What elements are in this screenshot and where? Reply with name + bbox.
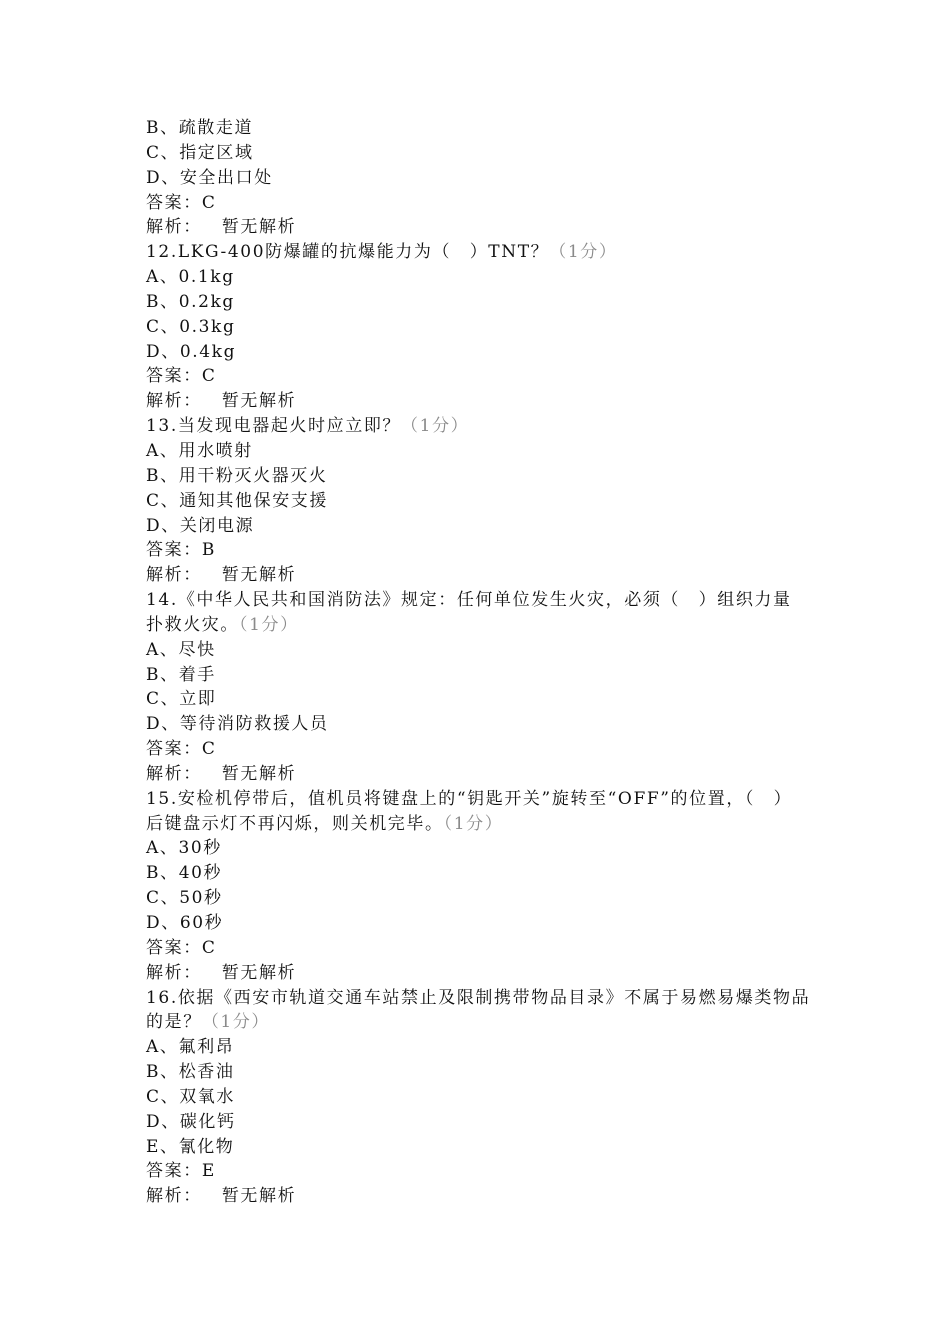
question-score: （1分）: [239, 614, 299, 635]
question-line: [146, 414, 846, 439]
answer-label: 答案：: [146, 192, 202, 213]
answer-label: 答案：: [146, 1161, 202, 1182]
answer-value: B: [201, 540, 216, 561]
option-line: A、尽快: [146, 639, 216, 660]
question-line: [146, 240, 846, 265]
option-line: D、60秒: [146, 913, 224, 933]
question-text: 12.LKG-400防爆罐的抗爆能力为（ ）TNT？: [146, 242, 550, 263]
analysis-value: 暂无解析: [221, 763, 297, 784]
option-line: B、40秒: [146, 863, 223, 884]
answer-value: C: [201, 739, 217, 760]
option-line: C、通知其他保安支援: [146, 490, 329, 511]
answer-label: 答案：: [146, 366, 202, 387]
answer-label: 答案：: [146, 540, 202, 561]
option-line: D、关闭电源: [146, 515, 255, 536]
answer-value: C: [201, 366, 217, 387]
analysis-line: [146, 389, 846, 414]
question-score: （1分）: [401, 416, 470, 437]
answer-line: [146, 936, 846, 961]
option-line: C、指定区域: [146, 142, 254, 163]
option-line: D、安全出口处: [146, 167, 273, 188]
analysis-label: 解析：: [146, 1186, 202, 1207]
question-text: 15.安检机停带后，值机员将键盘上的“钥匙开关”旋转至“OFF”的位置，（ ）后键盘示灯不再闪烁，则关机完毕。: [146, 788, 784, 834]
analysis-line: [146, 563, 846, 588]
analysis-label: 解析：: [146, 763, 202, 784]
question-score: （1分）: [201, 1012, 271, 1033]
answer-label: 答案：: [146, 739, 202, 760]
document-page: [146, 116, 846, 1209]
answer-value: C: [201, 937, 217, 958]
option-line: C、50秒: [146, 888, 223, 909]
question-list: [146, 116, 846, 1209]
analysis-value: 暂无解析: [221, 962, 297, 983]
question-text: 13.当发现电器起火时应立即？: [146, 416, 402, 437]
answer-line: [146, 364, 846, 389]
analysis-value: 暂无解析: [221, 217, 297, 238]
option-line: A、用水喷射: [146, 440, 253, 461]
analysis-line: [146, 1184, 846, 1209]
answer-label: 答案：: [146, 937, 202, 958]
option-line: D、等待消防救援人员: [146, 714, 329, 735]
answer-value: E: [201, 1161, 216, 1182]
option-line: C、0.3kg: [146, 316, 236, 337]
analysis-label: 解析：: [146, 217, 202, 238]
option-line: D、碳化钙: [146, 1111, 236, 1132]
option-line: B、用干粉灭火器灭火: [146, 465, 328, 486]
analysis-label: 解析：: [146, 391, 202, 412]
question-text: 16.依据《西安市轨道交通车站禁止及限制携带物品目录》不属于易燃易爆类物品的是？: [146, 987, 811, 1033]
option-line: C、双氧水: [146, 1086, 236, 1107]
option-line: B、疏散走道: [146, 118, 254, 138]
analysis-line: [146, 215, 846, 240]
option-line: B、松香油: [146, 1062, 235, 1083]
analysis-value: 暂无解析: [221, 565, 297, 586]
option-line: B、0.2kg: [146, 291, 235, 312]
answer-line: [146, 191, 846, 216]
option-line: A、0.1kg: [146, 267, 235, 288]
option-line: D、0.4kg: [146, 341, 237, 362]
question-line: [146, 787, 786, 837]
analysis-line: [146, 961, 846, 986]
analysis-value: 暂无解析: [221, 391, 297, 412]
option-line: C、立即: [146, 689, 217, 710]
analysis-value: 暂无解析: [221, 1186, 297, 1207]
question-text: 14.《中华人民共和国消防法》规定：任何单位发生火灾，必须（ ）组织力量扑救火灾。: [146, 590, 792, 635]
option-line: A、30秒: [146, 838, 222, 859]
analysis-label: 解析：: [146, 565, 202, 586]
option-line: A、氟利昂: [146, 1037, 235, 1058]
option-line: E、氰化物: [146, 1136, 235, 1157]
answer-value: C: [201, 192, 217, 213]
option-line: B、着手: [146, 664, 216, 685]
analysis-label: 解析：: [146, 962, 202, 983]
answer-line: [146, 1159, 846, 1184]
question-line: [146, 588, 806, 638]
analysis-line: [146, 762, 846, 787]
question-score: （1分）: [549, 242, 618, 263]
answer-line: [146, 538, 846, 563]
question-line: [146, 986, 814, 1036]
answer-line: [146, 737, 846, 762]
question-score: （1分）: [443, 813, 504, 834]
